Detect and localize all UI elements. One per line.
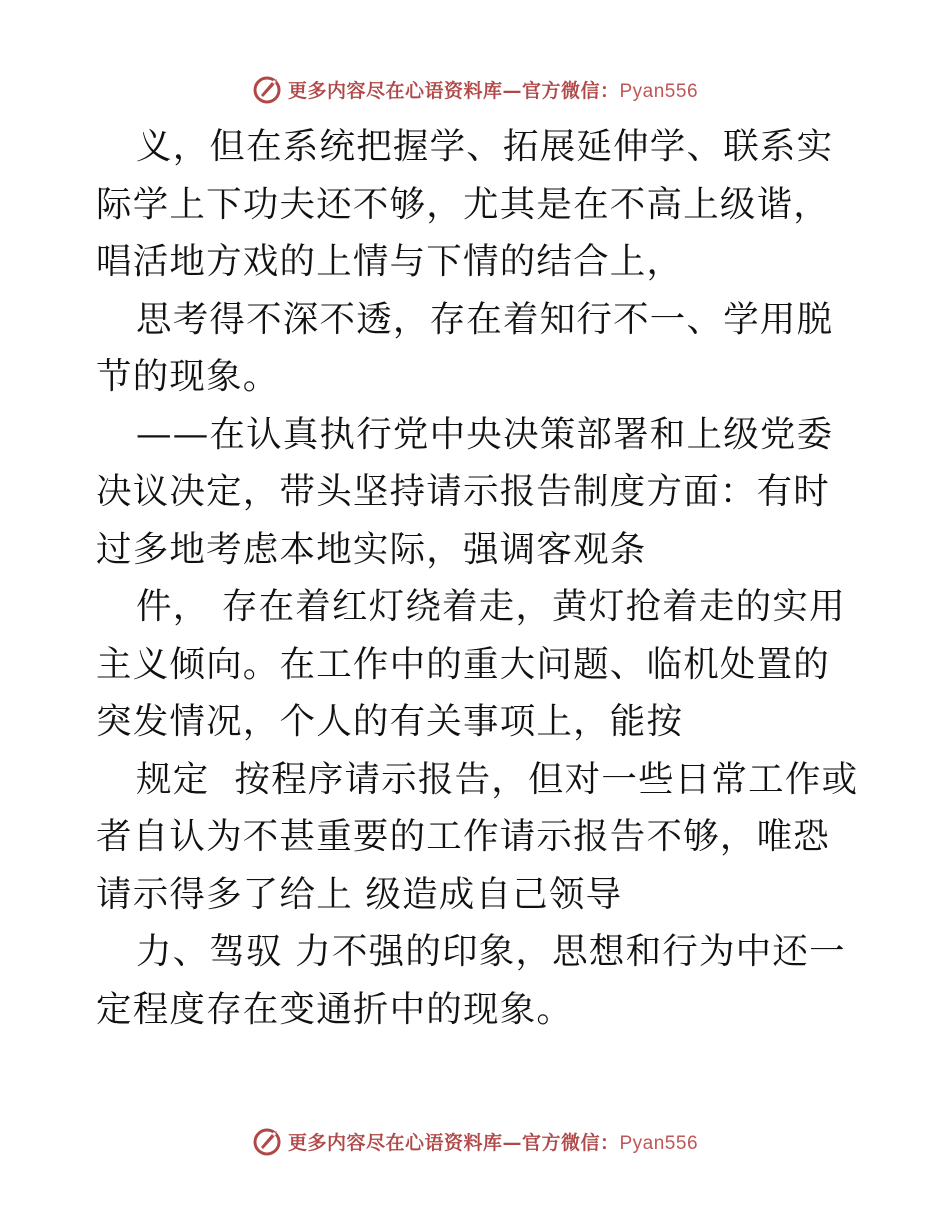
- paragraph: ——在认真执行党中央决策部署和上级党委决议决定，带头坚持请示报告制度方面：有时过多地考虑本地实际，强调客观条: [96, 413, 834, 570]
- paragraph: 规定 按程序请示报告，但对一些日常工作或者自认为不甚重要的工作请示报告不够，唯恐请示得多了给上 级造成自己领导: [96, 758, 859, 915]
- paragraph: 思考得不深不透，存在着知行不一、学用脱节的现象。: [96, 298, 834, 397]
- pen-nib-logo-icon: [252, 73, 284, 105]
- watermark-text: 更多内容尽在心语资料库—官方微信：Pyan556: [287, 79, 699, 102]
- pen-nib-logo-icon: [252, 1125, 284, 1157]
- header-watermark: [0, 72, 950, 106]
- watermark-text: 更多内容尽在心语资料库—官方微信：Pyan556: [287, 1131, 699, 1154]
- footer-watermark: [0, 1124, 950, 1158]
- paragraph: 义，但在系统把握学、拓展延伸学、联系实际学上下功夫还不够，尤其是在不高上级谐，唱活地方戏的上情与下情的结合上，: [96, 126, 834, 282]
- paragraph: 件， 存在着红灯绕着走，黄灯抢着走的实用主义倾向。在工作中的重大问题、临机处置的突发情况，个人的有关事项上，能按: [96, 586, 846, 742]
- watermark-wechat-id: Pyan556: [619, 80, 699, 102]
- watermark-wechat-id: Pyan556: [619, 1132, 699, 1154]
- paragraph: 力、驾驭 力不强的印象，思想和行为中还一定程度存在变通折中的现象。: [96, 931, 846, 1030]
- document-body: [96, 118, 866, 1038]
